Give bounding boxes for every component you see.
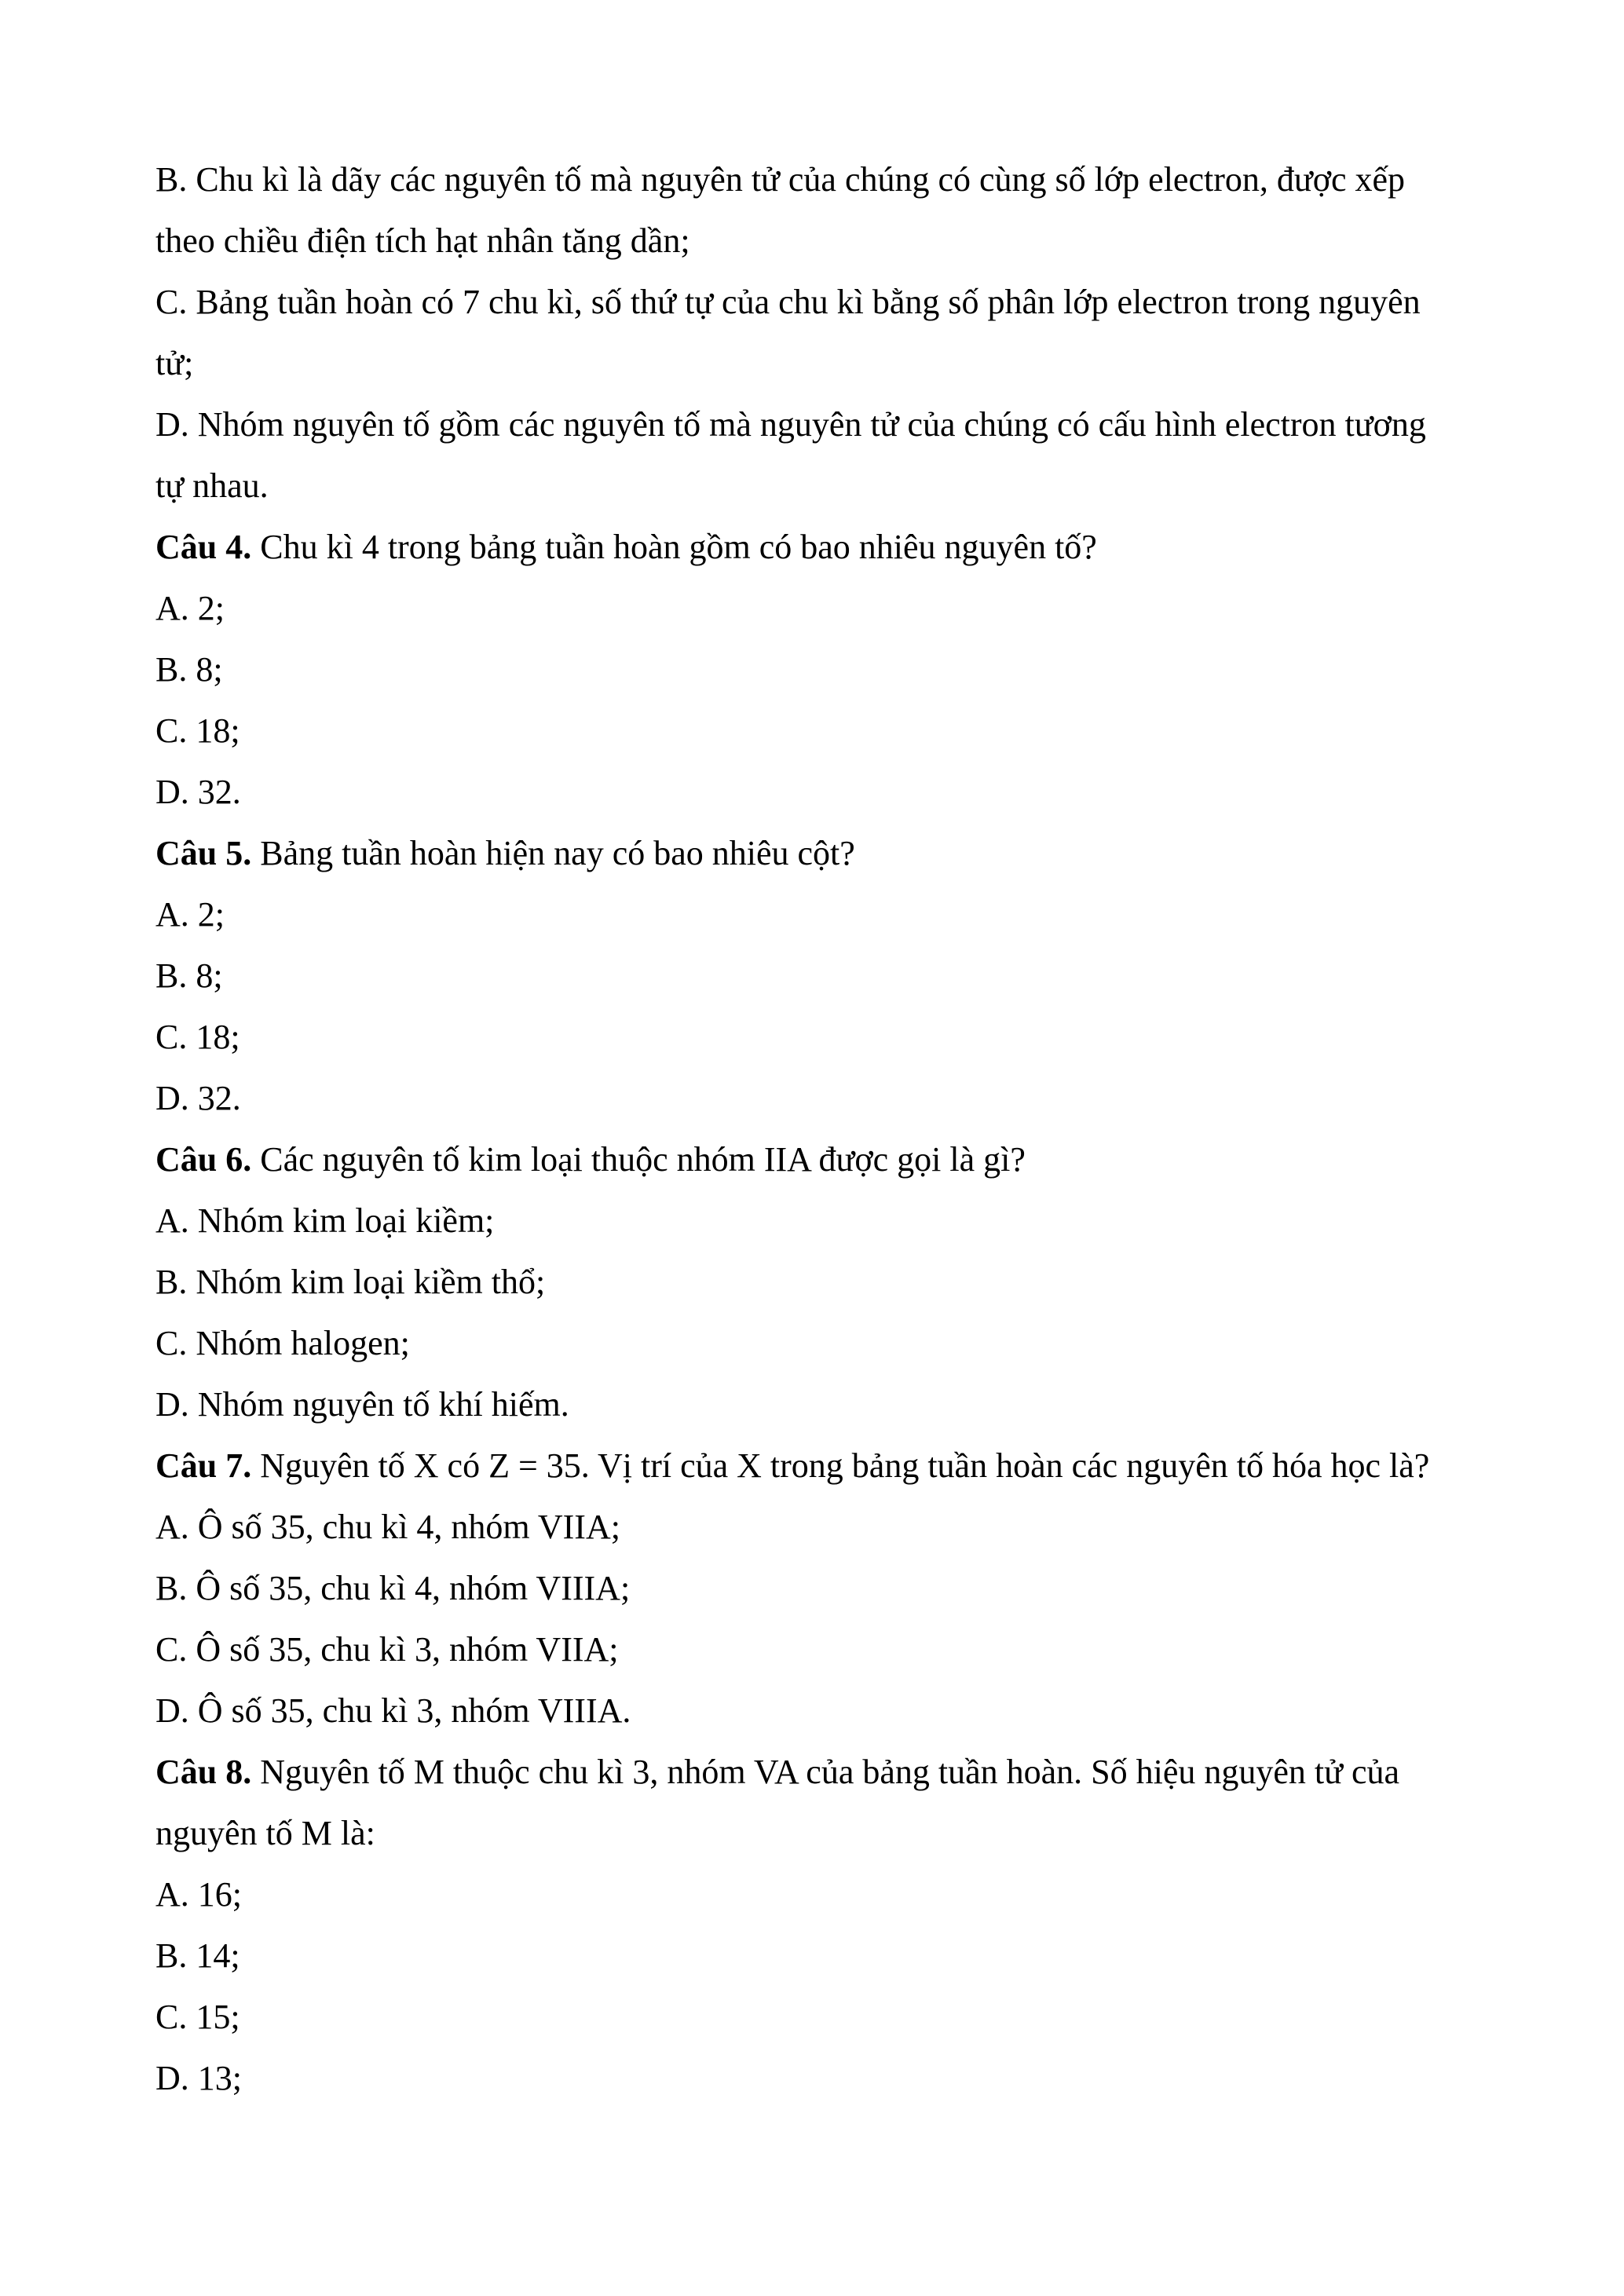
- question-text: Chu kì 4 trong bảng tuần hoàn gồm có bao nhiêu nguyên tố?: [251, 528, 1097, 566]
- option-a: A. Nhóm kim loại kiềm;: [155, 1201, 495, 1240]
- option-d-continued: [155, 394, 1475, 517]
- question-text: Nguyên tố M thuộc chu kì 3, nhóm VA của bảng tuần hoàn. Số hiệu nguyên tử của: [251, 1753, 1400, 1791]
- option-c: C. 18;: [155, 711, 240, 750]
- question-5: [155, 823, 1475, 884]
- option-d: D. 32.: [155, 773, 241, 811]
- option-line: tự nhau.: [155, 466, 269, 505]
- option-a: A. Ô số 35, chu kì 4, nhóm VIIA;: [155, 1508, 620, 1546]
- option-d: D. Nhóm nguyên tố khí hiếm.: [155, 1385, 569, 1424]
- option-d: D. 32.: [155, 1079, 241, 1117]
- option-a: A. 2;: [155, 589, 225, 627]
- option-d: D. Ô số 35, chu kì 3, nhóm VIIIA.: [155, 1691, 631, 1730]
- option-b: B. 8;: [155, 650, 223, 689]
- option-line: theo chiều điện tích hạt nhân tăng dần;: [155, 221, 690, 260]
- option-b-continued: [155, 149, 1475, 272]
- option-d: D. 13;: [155, 2059, 242, 2097]
- option-c: C. 18;: [155, 1018, 240, 1056]
- option-c: C. 15;: [155, 1998, 240, 2036]
- option-line: C. Bảng tuần hoàn có 7 chu kì, số thứ tự của chu kì bằng số phân lớp electron trong nguyên: [155, 283, 1421, 321]
- question-label: Câu 6.: [155, 1140, 252, 1179]
- question-label: Câu 4.: [155, 528, 252, 566]
- option-c: C. Ô số 35, chu kì 3, nhóm VIIA;: [155, 1630, 619, 1669]
- question-text-continued: nguyên tố M là:: [155, 1814, 375, 1852]
- question-text: Nguyên tố X có Z = 35. Vị trí của X trong bảng tuần hoàn các nguyên tố hóa học là?: [251, 1446, 1430, 1485]
- option-c-continued: [155, 272, 1475, 394]
- question-label: Câu 5.: [155, 834, 252, 872]
- question-7: [155, 1435, 1475, 1497]
- option-b: B. Nhóm kim loại kiềm thổ;: [155, 1263, 546, 1301]
- question-text: Bảng tuần hoàn hiện nay có bao nhiêu cột?: [251, 834, 855, 872]
- question-6: [155, 1129, 1475, 1190]
- option-line: tử;: [155, 344, 194, 382]
- option-a: A. 2;: [155, 895, 225, 934]
- option-b: B. 14;: [155, 1936, 240, 1975]
- question-4: [155, 517, 1475, 578]
- question-label: Câu 7.: [155, 1446, 252, 1485]
- question-text: Các nguyên tố kim loại thuộc nhóm IIA được gọi là gì?: [251, 1140, 1026, 1179]
- document-page: [155, 149, 1475, 2109]
- question-8: [155, 1742, 1475, 1864]
- option-b: B. Ô số 35, chu kì 4, nhóm VIIIA;: [155, 1569, 631, 1607]
- option-line: B. Chu kì là dãy các nguyên tố mà nguyên tử của chúng có cùng số lớp electron, được xếp: [155, 160, 1406, 199]
- question-label: Câu 8.: [155, 1753, 252, 1791]
- option-b: B. 8;: [155, 956, 223, 995]
- option-a: A. 16;: [155, 1875, 242, 1914]
- option-c: C. Nhóm halogen;: [155, 1324, 410, 1362]
- option-line: D. Nhóm nguyên tố gồm các nguyên tố mà nguyên tử của chúng có cấu hình electron tương: [155, 405, 1426, 444]
